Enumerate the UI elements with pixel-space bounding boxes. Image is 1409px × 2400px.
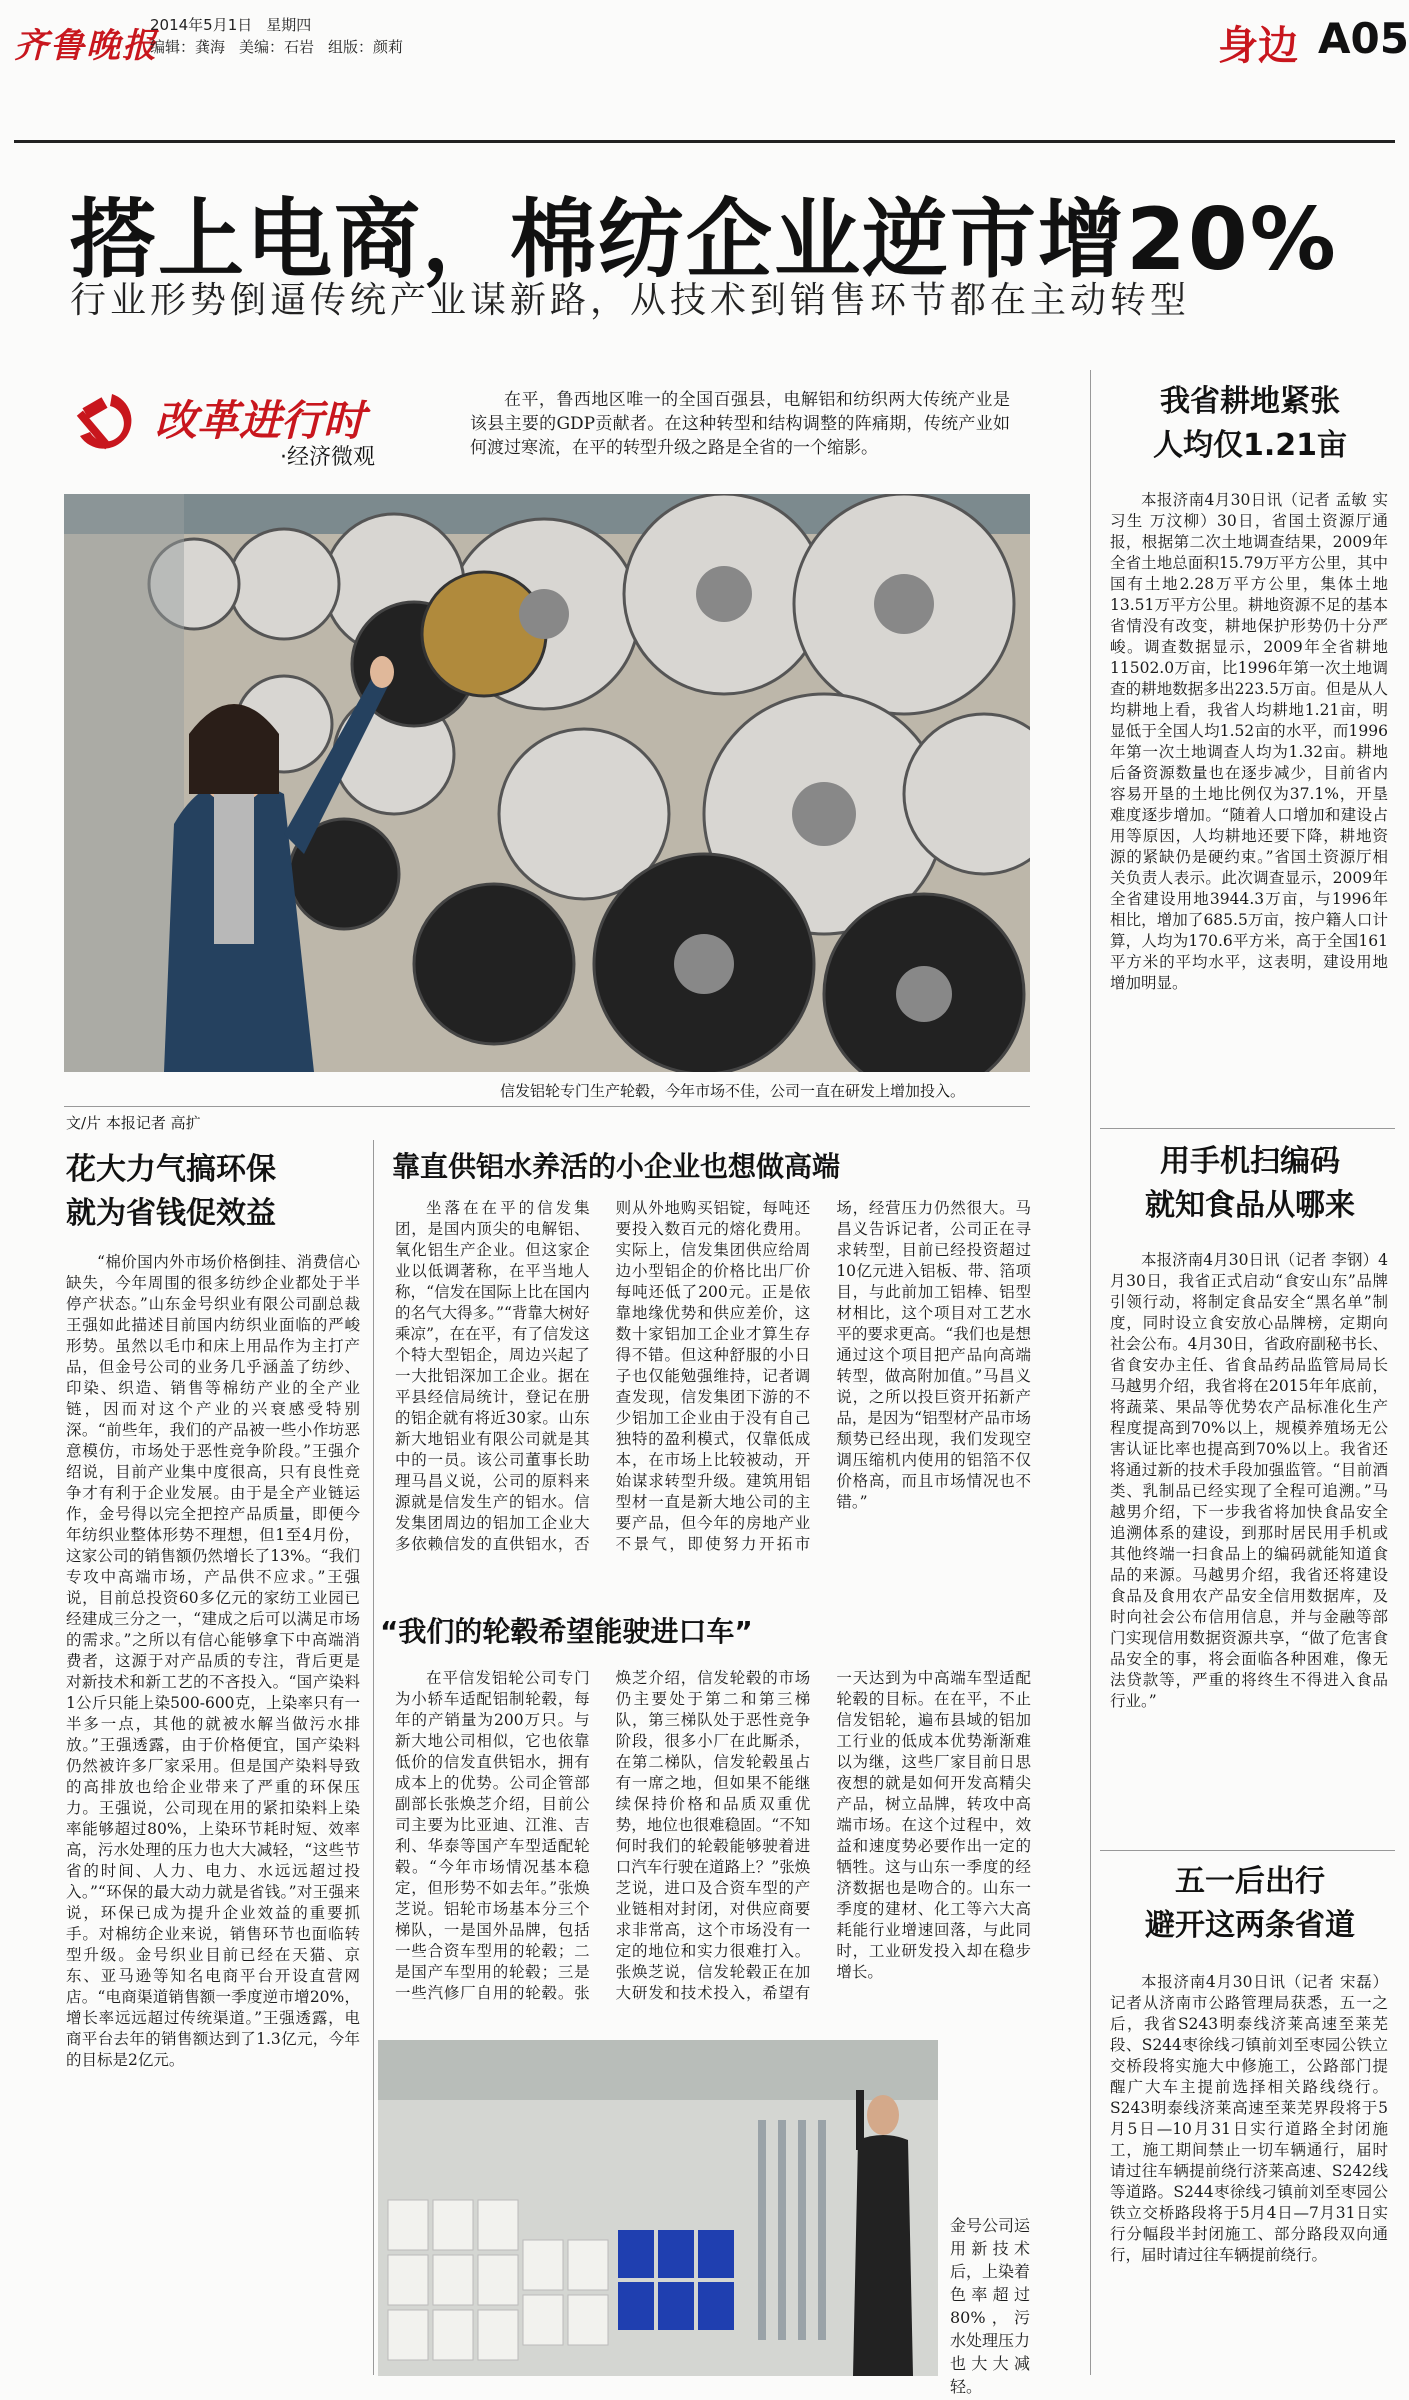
yarn-factory-photo — [378, 2040, 938, 2376]
side3-body: 本报济南4月30日讯（记者 宋磊）记者从济南市公路管理局获悉，五一之后，我省S243明泰线济莱高速至莱芜段、S244枣徐线刁镇前刘至枣园公铁立交桥段将实施大中修施工，公路部门提醒广大车主提前选择相关路线绕行。S243明泰线济莱高速至莱芜界段将于5月5日—10月31日实行道路全封闭施工，施工期间禁止一切车辆通行，届时请过往车辆提前绕行济莱高速、S242线等道路。S244枣徐线刁镇前刘至枣园公铁立交桥路段将于5月4日—7月31日实行分幅段半封闭施工、部分路段双向通行，届时请过往车辆提前绕行。 — [1110, 1973, 1388, 2264]
side2-title: 用手机扫编码 就知食品从哪来 — [1145, 1144, 1355, 1223]
byline: 文/片 本报记者 高扩 — [66, 1114, 201, 1132]
yarn-photo-caption: 金号公司运用新技术后，上染着色率超过80%，污水处理压力也大大减轻。 — [950, 2216, 1031, 2396]
top-rule — [14, 140, 1395, 143]
designer-credit: 美编：石岩 — [239, 38, 315, 56]
party-emblem-icon — [64, 384, 150, 468]
side-divider-2 — [1100, 1850, 1395, 1851]
story1-body: “棉价国内外市场价格倒挂、消费信心缺失，今年周围的很多纺纱企业都处于半停产状态。”山东金号织业有限公司副总裁王强如此描述目前国内纺织业面临的严峻形势。虽然以毛巾和床上用品作为主打产品，但金号公司的业务几乎涵盖了纺纱、印染、织造、销售等棉纺产业的全产业链，因而对这个产业的兴衰感受特别深。“前些年，我们的产品被一些小作坊恶意模仿，市场处于恶性竞争阶段。”王强介绍说，目前产业集中度很高，只有良性竞争才有利于企业发展。由于是全产业链运作，金号得以完全把控产品质量，即便今年纺织业整体形势不理想，但1至4月份，这家公司的销售额仍然增长了13%。“我们专攻中高端市场，产品供不应求。”王强说，目前总投资60多亿元的家纺工业园已经建成三分之一，“建成之后可以满足市场的需求。”之所以有信心能够拿下中高端消费者，这源于对产品质的专注，背后更是对新技术和新工艺的不吝投入。“国产染料1公斤只能上染500-600克，上染率只有一半多一点，其他的就被水解当做污水排放。”王强透露，由于价格便宜，国产染料仍然被许多厂家采用。但是国产染料导致的高排放也给企业带来了严重的环保压力。王强说，公司现在用的紧扣染料上染率能够超过80%，上染环节耗时短、效率高，污水处理的压力也大大减轻，“这些节省的时间、人力、电力、水远远超过投入。”“环保的最大动力就是省钱。”对王强来说，环保已成为提升企业效益的重要抓手。对棉纺企业来说，销售环节也面临转型升级。金号织业目前已经在天猫、京东、亚马逊等知名电商平台开设直营网店。“电商渠道销售额一季度逆市增20%，增长率远远超过传统渠道。”王强透露，电商平台去年的销售额达到了1.3亿元，今年的目标是2亿元。 — [66, 1253, 360, 2069]
masthead-meta — [150, 14, 417, 58]
lead-intro: 在平，鲁西地区唯一的全国百强县，电解铝和纺织两大传统产业是该县主要的GDP贡献者。在这种转型和结构调整的阵痛期，传统产业如何渡过寒流，在平的转型升级之路是全省的一个缩影。 — [470, 390, 1010, 458]
main-subhead: 行业形势倒逼传统产业谋新路，从技术到销售环节都在主动转型 — [70, 280, 1191, 321]
story2-body: 坐落在在平的信发集团，是国内顶尖的电解铝、氧化铝生产企业。但这家企业以低调著称，在平当地人称，“信发在国际上比在国内的名气大得多。”“背靠大树好乘凉”，在在平，有了信发这个特大型铝企，周边兴起了一大批铝深加工企业。据在平县经信局统计，登记在册的铝企就有将近30家。山东新大地铝业有限公司就是其中的一员。该公司董事长助理马昌义说，公司的原料来源就是信发生产的铝水。信发集团周边的铝加工企业大多依赖信发的直供铝水，否则从外地购买铝锭，每吨还要投入数百元的熔化费用。实际上，信发集团供应给周边小型铝企的价格比出厂价每吨还低了200元。正是依靠地缘优势和供应差价，这数十家铝加工企业才算生存得不错。但这种舒服的小日子也仅能勉强维持，记者调查发现，信发集团下游的不少铝加工企业由于没有自己独特的盈利模式，仅靠低成本，在市场上比较被动，开始谋求转型升级。建筑用铝型材一直是新大地公司的主要产品，但今年的房地产业不景气，即使努力开拓市场，经营压力仍然很大。马昌义告诉记者，公司正在寻求转型，目前已经投资超过10亿元进入铝板、带、箔项目，与此前加工铝棒、铝型材相比，这个项目对工艺水平的要求更高。“我们也是想通过这个项目把产品向高端转型，做高附加值。”马昌义说，之所以投巨资开拓新产品，是因为“铝型材产品市场颓势已经出现，我们发现空调压缩机内使用的铝箔不仅价格高，而且市场情况也不错。” — [395, 1199, 1031, 1553]
newspaper-logo: 齐鲁晚报 — [14, 26, 158, 66]
story2-title: 靠直供铝水养活的小企业也想做高端 — [392, 1150, 841, 1183]
side3-title: 五一后出行 避开这两条省道 — [1145, 1864, 1355, 1943]
right-column-divider — [1090, 370, 1091, 2375]
story1-title: 花大力气搞环保 就为省钱促效益 — [66, 1152, 276, 1231]
lead-divider — [64, 1106, 1030, 1107]
column-divider — [373, 1140, 374, 2375]
column-subtitle: ·经济微观 — [280, 445, 375, 470]
proof-credit: 组版：颜莉 — [328, 38, 404, 56]
side1-title: 我省耕地紧张 人均仅1.21亩 — [1152, 384, 1348, 463]
issue-weekday: 星期四 — [266, 16, 312, 34]
wheels-photo — [64, 494, 1030, 1072]
story3-title: “我们的轮毂希望能驶进口车” — [380, 1615, 753, 1648]
side-divider-1 — [1100, 1128, 1395, 1129]
section-name: 身边 — [1218, 23, 1298, 69]
wheels-photo-caption: 信发铝轮专门生产轮毂，今年市场不佳，公司一直在研发上增加投入。 — [500, 1082, 966, 1100]
editor-credit: 编辑：龚海 — [150, 38, 226, 56]
page-number: A05 — [1318, 14, 1409, 63]
column-title: 改革进行时 — [155, 396, 366, 445]
main-headline: 搭上电商，棉纺企业逆市增20% — [70, 190, 1338, 290]
issue-date: 2014年5月1日 — [150, 16, 253, 34]
side2-body: 本报济南4月30日讯（记者 李钢）4月30日，我省正式启动“食安山东”品牌引领行动，将制定食品安全“黑名单”制度，同时设立食安放心品牌榜，定期向社会公布。4月30日，省政府副秘书长、省食安办主任、省食品药品监管局局长马越男介绍，我省将在2015年年底前，将蔬菜、果品等优势农产品标准化生产程度提高到70%以上，规模养殖场无公害认证比率也提高到70%以上。我省还将通过新的技术手段加强监管。“目前酒类、乳制品已经实现了全程可追溯。”马越男介绍，下一步我省将加快食品安全追溯体系的建设，到那时居民用手机或其他终端一扫食品上的编码就能知道食品的来源。马越男介绍，我省还将建设食品及食用农产品安全信用数据库，及时向社会公布信用信息，并与金融等部门实现信用数据资源共享，“做了危害食品安全的事，将会面临各种困难，像无法贷款等，严重的将终生不得进入食品行业。” — [1110, 1251, 1388, 1710]
story3-body: 在平信发铝轮公司专门为小轿车适配铝制轮毂，每年的产销量为200万只。与新大地公司相似，它也依靠低价的信发直供铝水，拥有成本上的优势。公司企管部副部长张焕芝介绍，目前公司主要为比亚迪、江淮、吉利、华泰等国产车型适配轮毂。“今年市场情况基本稳定，但形势不如去年。”张焕芝说。铝轮市场基本分三个梯队，一是国外品牌，包括一些合资车型用的轮毂；二是国产车型用的轮毂；三是一些汽修厂自用的轮毂。张焕芝介绍，信发轮毂的市场仍主要处于第二和第三梯队，第三梯队处于恶性竞争阶段，很多小厂在此厮杀，在第二梯队，信发轮毂虽占有一席之地，但如果不能继续保持价格和品质双重优势，地位也很难稳固。“不知何时我们的轮毂能够驶着进口汽车行驶在道路上？”张焕芝说，进口及合资车型的产业链相对封闭，对供应商要求非常高，这个市场没有一定的地位和实力很难打入。张焕芝说，信发轮毂正在加大研发和技术投入，希望有一天达到为中高端车型适配轮毂的目标。在在平，不止信发铝轮，遍布县域的铝加工行业的低成本优势渐渐难以为继，这些厂家目前日思夜想的就是如何开发高精尖产品，树立品牌，转攻中高端市场。在这个过程中，效益和速度势必要作出一定的牺牲。这与山东一季度的经济数据也是吻合的。山东一季度的建材、化工等六大高耗能行业增速回落，与此同时，工业研发投入却在稳步增长。 — [395, 1669, 1031, 2002]
side1-body: 本报济南4月30日讯（记者 孟敏 实习生 万汶柳）30日，省国土资源厅通报，根据第二次土地调查结果，2009年全省土地总面积15.79万平方公里，其中国有土地2.28万平方公里，集体土地13.51万平方公里。耕地资源不足的基本省情没有改变，耕地保护形势仍十分严峻。调查数据显示，2009年全省耕地11502.0万亩，比1996年第一次土地调查的耕地数据多出223.5万亩。但是从人均耕地上看，我省人均耕地1.21亩，明显低于全国人均1.52亩的水平，而1996年第一次土地调查人均为1.32亩。耕地后备资源数量也在逐步减少，目前省内容易开垦的土地比例仅为37.1%，开垦难度逐步增加。“随着人口增加和建设占用等原因，人均耕地还要下降，耕地资源的紧缺仍是硬约束。”省国土资源厅相关负责人表示。此次调查显示，2009年全省建设用地3944.3万亩，与1996年相比，增加了685.5万亩，按户籍人口计算，人均为170.6平方米，高于全国161平方米的平均水平，这表明，建设用地增加明显。 — [1110, 491, 1388, 992]
